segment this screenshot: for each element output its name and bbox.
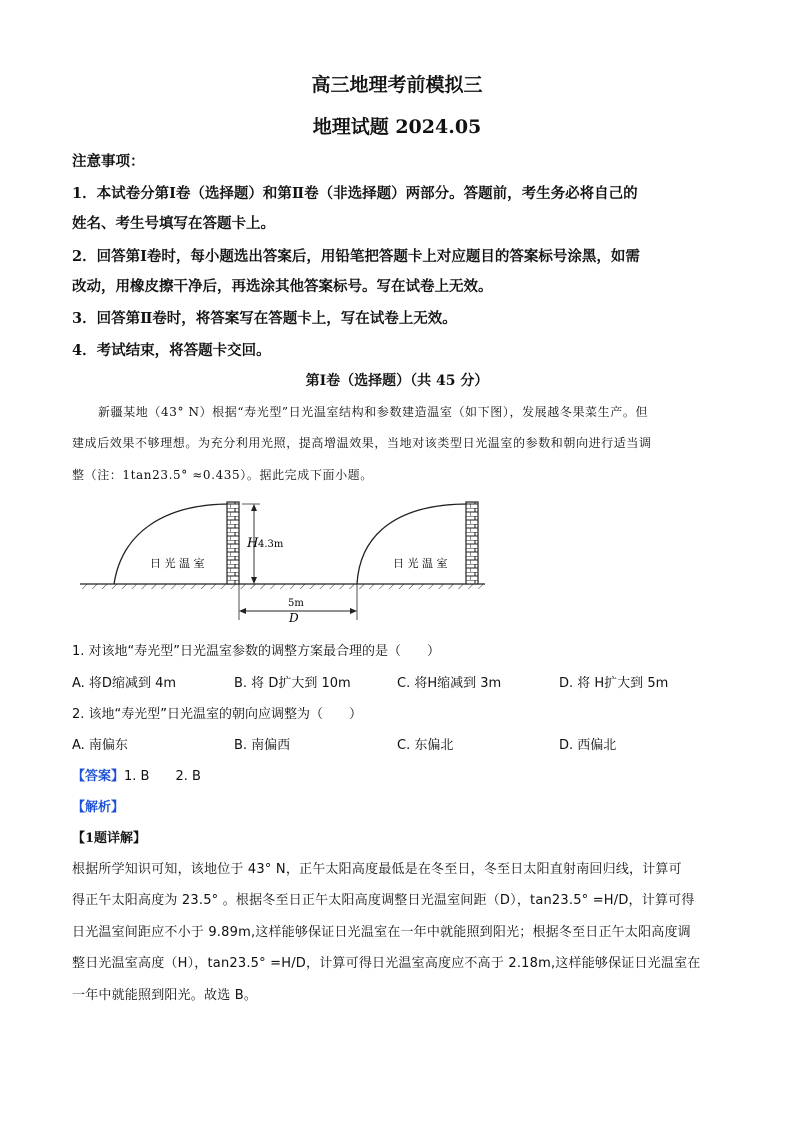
h-arrow-bottom	[251, 577, 257, 584]
answer-row	[72, 765, 201, 784]
analysis-tag: 【解析】	[72, 800, 125, 815]
left-greenhouse-wall	[227, 502, 239, 584]
passage-line-3: 整（注：1tan23.5° ≈0.435）。据此完成下面小题。	[72, 468, 373, 482]
right-greenhouse-wall	[466, 502, 478, 584]
right-greenhouse-label: 日 光 温 室	[393, 557, 448, 570]
left-greenhouse-label: 日 光 温 室	[150, 557, 205, 570]
d-value: 5m	[288, 598, 304, 609]
d-arrow-left	[239, 608, 246, 614]
greenhouse-diagram	[70, 492, 490, 627]
answer-value: 1. B 2. B	[124, 769, 201, 784]
question-1-stem: 1. 对该地“寿光型”日光温室参数的调整方案最合理的是（ ）	[72, 644, 441, 659]
question-1-option-a: A. 将D缩减到 4m	[72, 676, 177, 691]
d-arrow-right	[350, 608, 357, 614]
page-subtitle: 地理试题 2024.05	[312, 116, 482, 138]
page-title: 高三地理考前模拟三	[311, 74, 483, 96]
passage-line-2: 建成后效果不够理想。为充分利用光照，提高增温效果，当地对该类型日光温室的参数和朝向进行适当调	[72, 436, 652, 450]
note-1-line-1: 1．本试卷分第Ⅰ卷（选择题）和第Ⅱ卷（非选择题）两部分。答题前，考生务必将自己的	[72, 185, 638, 202]
d-letter: D	[289, 611, 299, 625]
question-2-stem: 2. 该地“寿光型”日光温室的朝向应调整为（ ）	[72, 707, 363, 722]
question-1-option-d: D. 将 H扩大到 5m	[559, 676, 669, 691]
h-value: 4.3m	[258, 539, 284, 550]
question-1-option-c: C. 将H缩减到 3m	[397, 676, 502, 691]
question-1-option-b: B. 将 D扩大到 10m	[234, 676, 351, 691]
left-greenhouse-roof	[114, 504, 230, 584]
note-2-line-2: 改动，用橡皮擦干净后，再选涂其他答案标号。写在试卷上无效。	[72, 278, 493, 295]
ground-hatch	[80, 584, 485, 589]
note-3: 3．回答第Ⅱ卷时，将答案写在答题卡上，写在试卷上无效。	[72, 310, 457, 327]
passage-line-1: 新疆某地（43° N）根据“寿光型”日光温室结构和参数建造温室（如下图），发展越冬果菜生产。但	[98, 405, 649, 419]
note-1-line-2: 姓名、考生号填写在答题卡上。	[72, 215, 275, 232]
question-2-option-d: D. 西偏北	[559, 738, 617, 753]
h-letter: H	[247, 536, 259, 551]
note-4: 4．考试结束，将答题卡交回。	[72, 342, 271, 359]
analysis-line-4: 整日光温室高度（H），tan23.5° =H/D，计算可得日光温室高度应不高于 2.18m,这样能够保证日光温室在	[72, 956, 701, 971]
right-greenhouse-roof	[357, 504, 468, 584]
notes-heading: 注意事项：	[72, 153, 145, 170]
note-2-line-1: 2．回答第Ⅰ卷时，每小题选出答案后，用铅笔把答题卡上对应题目的答案标号涂黑，如需	[72, 248, 640, 265]
analysis-line-3: 日光温室间距应不小于 9.89m,这样能够保证日光温室在一年中就能照到阳光；根据冬至日正午太阳高度调	[72, 925, 691, 940]
answer-tag: 【答案】	[72, 769, 125, 784]
detail-tag: 【1题详解】	[72, 831, 147, 846]
question-2-option-a: A. 南偏东	[72, 738, 128, 753]
analysis-line-5: 一年中就能照到阳光。故选 B。	[72, 988, 258, 1003]
question-2-option-c: C. 东偏北	[397, 738, 454, 753]
analysis-line-1: 根据所学知识可知，该地位于 43° N，正午太阳高度最低是在冬至日，冬至日太阳直射南回归线，计算可	[72, 862, 682, 877]
h-arrow-top	[251, 504, 257, 511]
analysis-line-2: 得正午太阳高度为 23.5° 。根据冬至日正午太阳高度调整日光温室间距（D），tan23.5° =H/D，计算可得	[72, 893, 695, 908]
section-title: 第Ⅰ卷（选择题）（共 45 分）	[305, 373, 489, 389]
question-2-option-b: B. 南偏西	[234, 738, 291, 753]
